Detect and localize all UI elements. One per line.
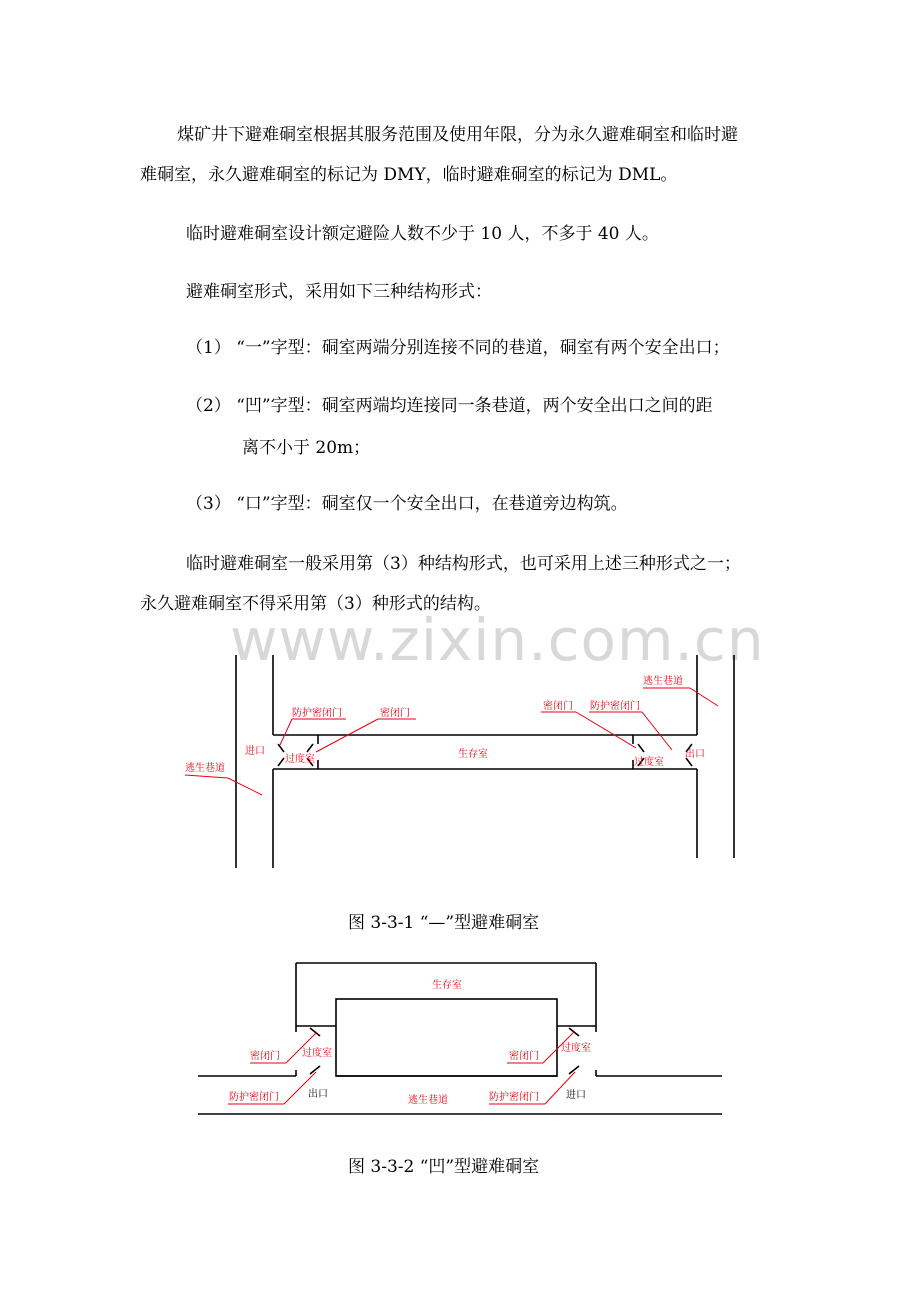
figure-1-label-escape-roadway-right: 逃生巷道 <box>643 676 683 687</box>
figure-2-label-transition-left: 过度室 <box>302 1048 332 1059</box>
paragraph-3: 避难硐室形式，采用如下三种结构形式： <box>186 282 492 302</box>
figure-1-label-blast-door-left: 防护密闭门 <box>292 708 342 719</box>
figure-2-label-entrance: 进口 <box>566 1090 586 1101</box>
figure-2-label-airtight-door-right: 密闭门 <box>509 1051 539 1062</box>
figure-2-label-blast-door-right: 防护密闭门 <box>489 1092 539 1103</box>
list-item-3: （3） “口”字型：硐室仅一个安全出口，在巷道旁边构筑。 <box>186 494 628 514</box>
list-item-1: （1） “一”字型：硐室两端分别连接不同的巷道，硐室有两个安全出口； <box>186 338 730 358</box>
figure-2-label-exit: 出口 <box>308 1089 328 1100</box>
figure-2-label-airtight-door-left: 密闭门 <box>250 1051 280 1062</box>
figure-1-label-exit: 出口 <box>685 749 705 760</box>
figure-2-caption: 图 3-3-2 “凹”型避难硐室 <box>348 1157 540 1177</box>
watermark: www.zixin.com.cn <box>230 606 765 674</box>
figure-2-label-survival-room: 生存室 <box>432 980 462 991</box>
figure-1-label-survival-room: 生存室 <box>458 749 488 760</box>
paragraph-4-line-2: 永久避难硐室不得采用第（3）种形式的结构。 <box>140 594 491 614</box>
paragraph-1-line-2: 难硐室，永久避难硐室的标记为 DMY，临时避难硐室的标记为 DML。 <box>140 165 678 185</box>
figure-1-label-escape-roadway-left: 逃生巷道 <box>185 763 225 774</box>
paragraph-4-line-1: 临时避难硐室一般采用第（3）种结构形式，也可采用上述三种形式之一； <box>186 554 741 574</box>
paragraph-2: 临时避难硐室设计额定避险人数不少于 10 人，不多于 40 人。 <box>186 224 659 244</box>
figure-2-label-blast-door-left: 防护密闭门 <box>229 1092 279 1103</box>
figure-1-label-transition-right: 过度室 <box>634 757 664 768</box>
figure-1-label-airtight-door-right: 密闭门 <box>543 701 573 712</box>
figure-1-label-transition-left: 过度室 <box>285 754 315 765</box>
figure-1-label-blast-door-right: 防护密闭门 <box>590 701 640 712</box>
list-item-2-line-2: 离不小于 20m； <box>242 438 371 458</box>
figure-1-label-entrance: 进口 <box>245 746 265 757</box>
figure-1-label-airtight-door-left: 密闭门 <box>380 708 410 719</box>
list-item-2-line-1: （2） “凹”字型：硐室两端均连接同一条巷道，两个安全出口之间的距 <box>186 396 713 416</box>
figure-2-label-transition-right: 过度室 <box>561 1043 591 1054</box>
paragraph-1-line-1: 煤矿井下避难硐室根据其服务范围及使用年限，分为永久避难硐室和临时避 <box>177 125 738 145</box>
figure-2-label-escape-roadway: 逃生巷道 <box>408 1095 448 1106</box>
figure-1-caption: 图 3-3-1 “—”型避难硐室 <box>348 913 540 933</box>
